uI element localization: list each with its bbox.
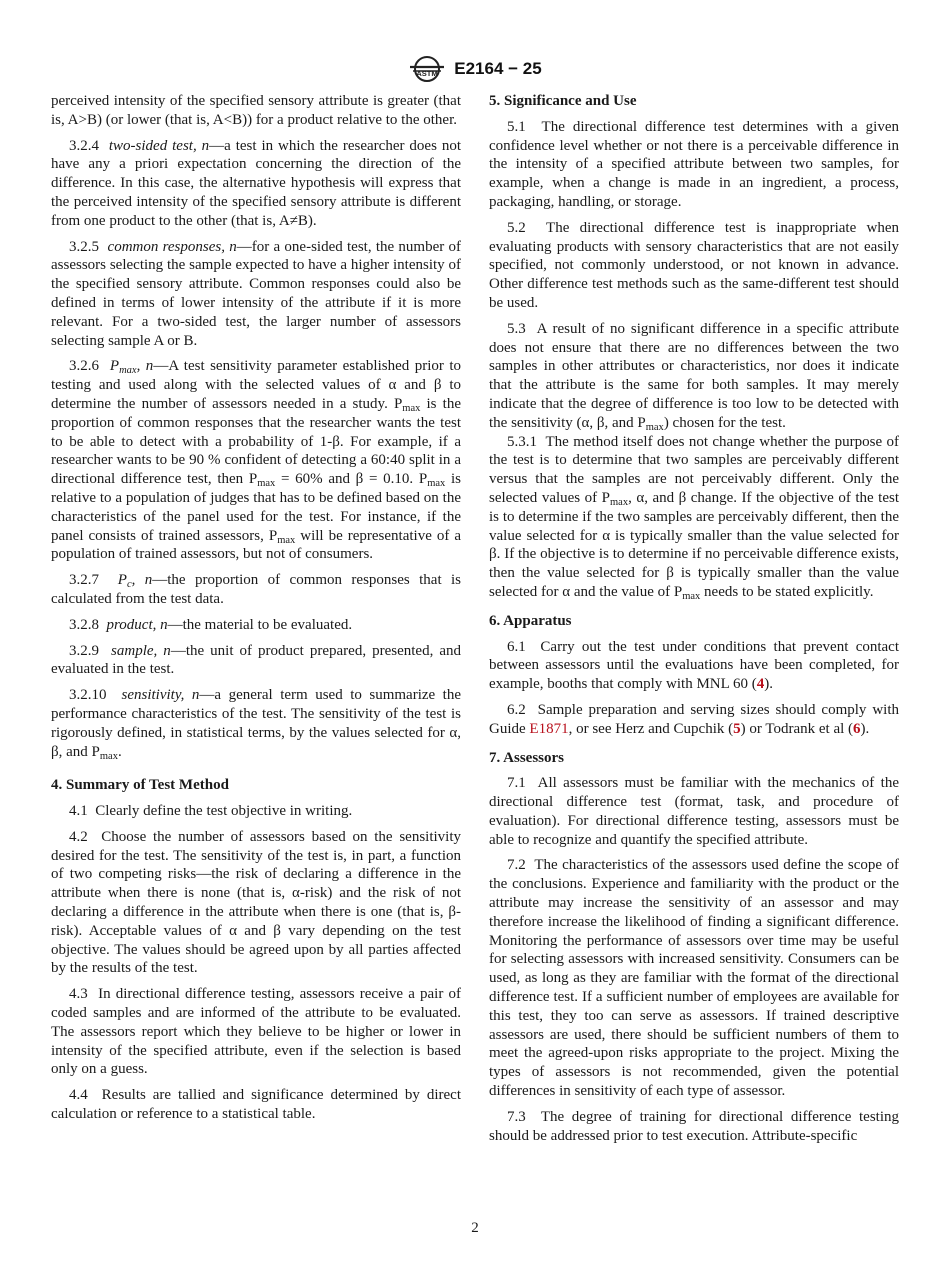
section-heading-summary: 4. Summary of Test Method: [51, 777, 229, 794]
paragraph-6-1: 6.1 Carry out the test under conditions that prevent contact between assessors until the evaluations have been completed, for example, booths that comply with MNL 60 (4).: [489, 638, 900, 693]
left-column: [51, 92, 461, 1131]
page-number: 2: [471, 1220, 479, 1236]
section-heading-assessors: 7. Assessors: [489, 749, 565, 766]
reference-link-5[interactable]: 5: [733, 720, 741, 737]
definition-3-2-8: 3.2.8 product, n—the material to be evaluated.: [69, 616, 353, 633]
definition-3-2-7: 3.2.7 $P_c$, n—the proportion of common responses that is calculated from the test data.: [51, 572, 462, 607]
paragraph-7-2: 7.2 The characteristics of the assessors used define the scope of the conclusions. Experience and familiarity with the product or the attribute may increase the sensitivity of an assessor and may therefore increase the likelihood of finding a significant difference. Monitoring the performance of assessors over time may be useful for selecting assessors with increased sensitivity. Consumers can be used, as long as they are familiar with the format of the directional difference test. If a sufficient number of employees are available for this test, they too can serve as assessors. If trained descriptive assessors are used, there should be sufficient numbers of them to meet the agreed-upon risks appropriate to the project. Mixing the types of assessors is not recommended, given the potential differences in sensitivity of each type of assessor.: [489, 857, 899, 1100]
definition-3-2-6: 3.2.6 $P_{max}$, n—A test sensitivity parameter established prior to testing and used along with the selected values of α and β to determine the number of assessors needed in a study. $P_{max}$ is the proportion of common responses that the researcher wants the test to be able to detect with a probability of 1-β. For example, if a researcher wants to be 90 % confident of detecting a 60:40 split in a directional difference test, then $P_{max} = 60\%$ and β = 0.10. $P_{max}$ is relative to a population of judges that has to be defined based on the characteristics of the panel used for the test. For instance, if the panel consists of trained assessors, $P_{max}$ will be representative of a population of trained assessors, but not of consumers.: [51, 358, 462, 563]
paragraph-5-3-1: 5.3.1 The method itself does not change whether the purpose of the test is to determine that two samples are perceivably different versus that the samples are not perceivably different. Only the selected values of $P_{max}$, α, and β change. If the objective of the test is to determine if the two samples are perceivably different, then the value selected for α is typically smaller than the value selected for β. If the objective is to determine if no perceivable difference exists, then the value selected for β is typically smaller than the value selected for α and the value of $P_{max}$ needs to be stated explicitly.: [489, 433, 900, 602]
paragraph-4-3: 4.3 In directional difference testing, assessors receive a pair of coded samples and are informed of the attribute to be evaluated. The assessors report which they believe to be higher or lower in intensity of the specified attribute, even if the selection is based only on a guess.: [51, 986, 461, 1078]
paragraph-4-2: 4.2 Choose the number of assessors based on the sensitivity desired for the test. The sensitivity of the test is, in part, a function of two competing risks—the risk of declaring a difference in the attribute when there is none (that is, α-risk) and the risk of not declaring a difference in the attribute when there is one (that is, β-risk). Acceptable values of α and β vary depending on the test objective. The values should be agreed upon by all parties affected by the results of the test.: [51, 828, 461, 977]
definition-3-2-4: 3.2.4 two-sided test, n—a test in which the researcher does not have any a priori expectation concerning the direction of the difference. In this case, the alternative hypothesis will express that the perceived intensity of the specified sensory attribute is different from one product to the other (that is, A≠B).: [51, 137, 462, 229]
paragraph-7-1: 7.1 All assessors must be familiar with the mechanics of the directional difference test (format, task, and procedure of evaluation). For directional difference testing, assessors must be able to recognize and quantify the specified attribute.: [489, 775, 899, 848]
reference-link-4[interactable]: 4: [756, 676, 765, 693]
paragraph-5-2: 5.2 The directional difference test is inappropriate when evaluating products with sensory characteristics that are not easily specified, not commonly understood, or not known in advance. Other difference test methods such as the same-different test should be used.: [489, 219, 899, 311]
page-header: [0, 54, 950, 84]
astm-logo-icon: [408, 54, 446, 84]
reference-link-6[interactable]: 6: [853, 720, 861, 737]
section-heading-apparatus: 6. Apparatus: [489, 612, 572, 629]
paragraph-continued: perceived intensity of the specified sensory attribute is greater (that is, A>B) (or lower (that is, A<B)) for a product relative to the other.: [51, 93, 461, 128]
paragraph-5-3: 5.3 A result of no significant difference in a specific attribute does not ensure that there are no differences between the two samples in other attributes or characteristics, nor does it indicate that the attribute is the same for both samples. It may merely indicate that the degree of difference is too low to be detected with the sensitivity (α, β, and $P_{max}$) chosen for the test.: [489, 320, 899, 433]
document-number: E2164 − 25: [454, 59, 542, 78]
definition-3-2-10: 3.2.10 sensitivity, n—a general term used to summarize the performance characteristics of the test. The sensitivity of the test is rigorously defined, in statistical terms, by the values selected for α, β, and $P_{max}$.: [51, 687, 461, 762]
paragraph-4-4: 4.4 Results are tallied and significance determined by direct calculation or reference to a statistical table.: [51, 1087, 461, 1123]
right-column: [489, 92, 899, 1152]
definition-3-2-9: 3.2.9 sample, n—the unit of product prepared, presented, and evaluated in the test.: [51, 642, 461, 678]
guide-link-e1871[interactable]: E1871: [529, 720, 569, 737]
paragraph-7-3: 7.3 The degree of training for directional difference testing should be addressed prior to test execution. Attribute-specific: [489, 1108, 900, 1144]
logo-text: ASTM: [416, 69, 438, 78]
definition-3-2-5: 3.2.5 common responses, n—for a one-sided test, the number of assessors selecting the sample expected to have a higher intensity of the specified sensory attribute. Common responses could also be defined in terms of lower intensity of the attribute if it is more relevant. For a two-sided test, the larger number of assessors selecting sample A or B.: [51, 238, 462, 349]
paragraph-5-1: 5.1 The directional difference test determines with a given confidence level whether or not there is a perceivable difference in the intensity of a specified attribute between two samples, for example, when a change is made in an ingredient, a process, packaging, handling, or storage.: [489, 118, 900, 210]
section-heading-significance: 5. Significance and Use: [489, 93, 637, 109]
paragraph-6-2: 6.2 Sample preparation and serving sizes should comply with Guide E1871, or see Herz and Cupchik (5) or Todrank et al (6).: [489, 701, 900, 737]
paragraph-4-1: 4.1 Clearly define the test objective in writing.: [69, 803, 353, 820]
